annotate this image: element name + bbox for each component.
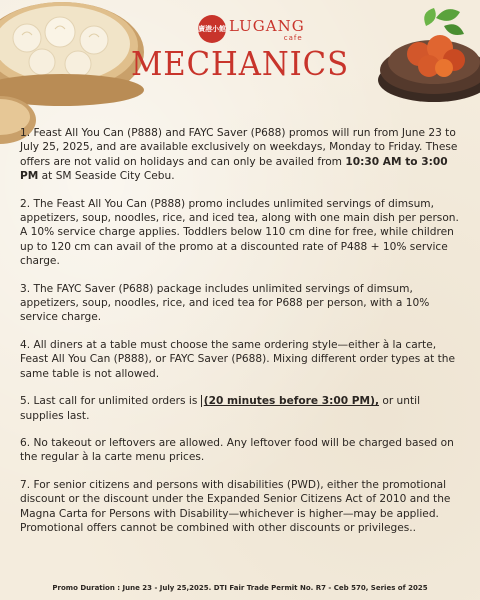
rule-item: [20, 126, 464, 184]
rule-text: 5. Last call for unlimited orders is: [20, 395, 201, 408]
rule-highlight: (20 minutes before 3:00 PM),: [201, 395, 379, 407]
rule-text: or until supplies last.: [20, 395, 421, 422]
lugang-logo: [198, 9, 308, 49]
rule-item: 7. For senior citizens and persons with disabilities (PWD), either the promotional discount or the discount under the Expanded Senior Citizens Act of 2010 and the Magna Carta for Persons with Disability—whichever is higher—may be applied. Promotional offers cannot be combined with other discounts or privileges..: [20, 478, 451, 534]
logo-text: LUGANG: [229, 17, 305, 35]
logo-subtext: cafe: [283, 34, 303, 42]
logo-seal: 廣港小館: [198, 15, 226, 43]
rule-item: 6. No takeout or leftovers are allowed. Any leftover food will be charged based on the regular à la carte menu prices.: [20, 436, 454, 464]
logo-wordmark: [229, 17, 305, 42]
footer-disclaimer: Promo Duration : June 23 - July 25,2025. DTI Fair Trade Permit No. R7 - Ceb 570, Series of 2025: [52, 584, 428, 592]
page-title: MECHANICS: [130, 44, 350, 83]
rule-highlight: 10:30 AM to 3:00 PM: [20, 155, 448, 183]
rule-item: 3. The FAYC Saver (P688) package includes unlimited servings of dimsum, appetizers, soup, noodles, rice, and iced tea for P688 per person, with a 10% service charge.: [20, 282, 430, 324]
rule-text: at SM Seaside City Cebu.: [38, 170, 175, 183]
rule-item: 2. The Feast All You Can (P888) promo includes unlimited servings of dimsum, appetizers, soup, noodles, rice, and iced tea, along with one main dish per person. A 10% service charge applies. Toddlers below 110 cm dine for free, while children up to 120 cm can avail of the promo at a discounted rate of P488 + 10% service charge.: [20, 197, 459, 268]
rule-text: 1. Feast All You Can (P888) and FAYC Saver (P688) promos will run from June 23 to July 25, 2025, and are available exclusively on weekdays, Monday to Friday. These offers are not valid on holidays and can only be availed from: [20, 127, 458, 168]
rule-item: [20, 394, 464, 423]
mechanics-list: [20, 126, 464, 548]
rule-item: 4. All diners at a table must choose the same ordering style—either à la carte, Feast All You Can (P888), or FAYC Saver (P688). Mixing different order types at the same table is not allowed.: [20, 338, 456, 380]
